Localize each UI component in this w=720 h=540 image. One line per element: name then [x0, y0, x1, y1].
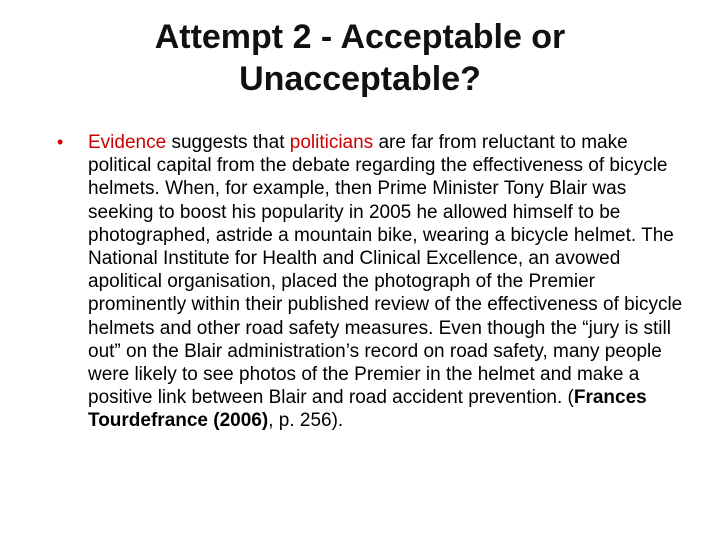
bullet-marker: • [57, 132, 64, 152]
bullet-paragraph [88, 131, 694, 433]
title-line-2: Unacceptable? [239, 60, 481, 98]
slide-title [60, 16, 660, 100]
keyword-evidence: Evidence [88, 132, 167, 153]
keyword-politicians: politicians [289, 132, 374, 153]
citation-page: , p. 256). [268, 410, 344, 432]
citation-author: Frances Tourdefrance (2006) [88, 387, 647, 432]
title-line-1: Attempt 2 - Acceptable or [154, 18, 566, 56]
text-run-1: suggests that [166, 132, 290, 153]
text-run-3: ( [562, 387, 574, 409]
text-run-2: are far from reluctant to make political capital from the debate regarding the effectiveness of bicycle helmets. When, for example, then Prime Minister Tony Blair was seeking to boost his popularity in 2005 he allowed himself to be photographed, astride a mountain bike, wearing a bicycle helmet. The National Institute for Health and Clinical Excellence, an avowed apolitical organisation, placed the photograph of the Premier prominently within their published review of the effectiveness of bicycle helmets and other road safety measures. Even though the “jury is still out” on the Blair administration’s record on road safety, many people were likely to see photos of the Premier in the helmet and make a positive link between Blair and road accident prevention. [88, 132, 683, 409]
